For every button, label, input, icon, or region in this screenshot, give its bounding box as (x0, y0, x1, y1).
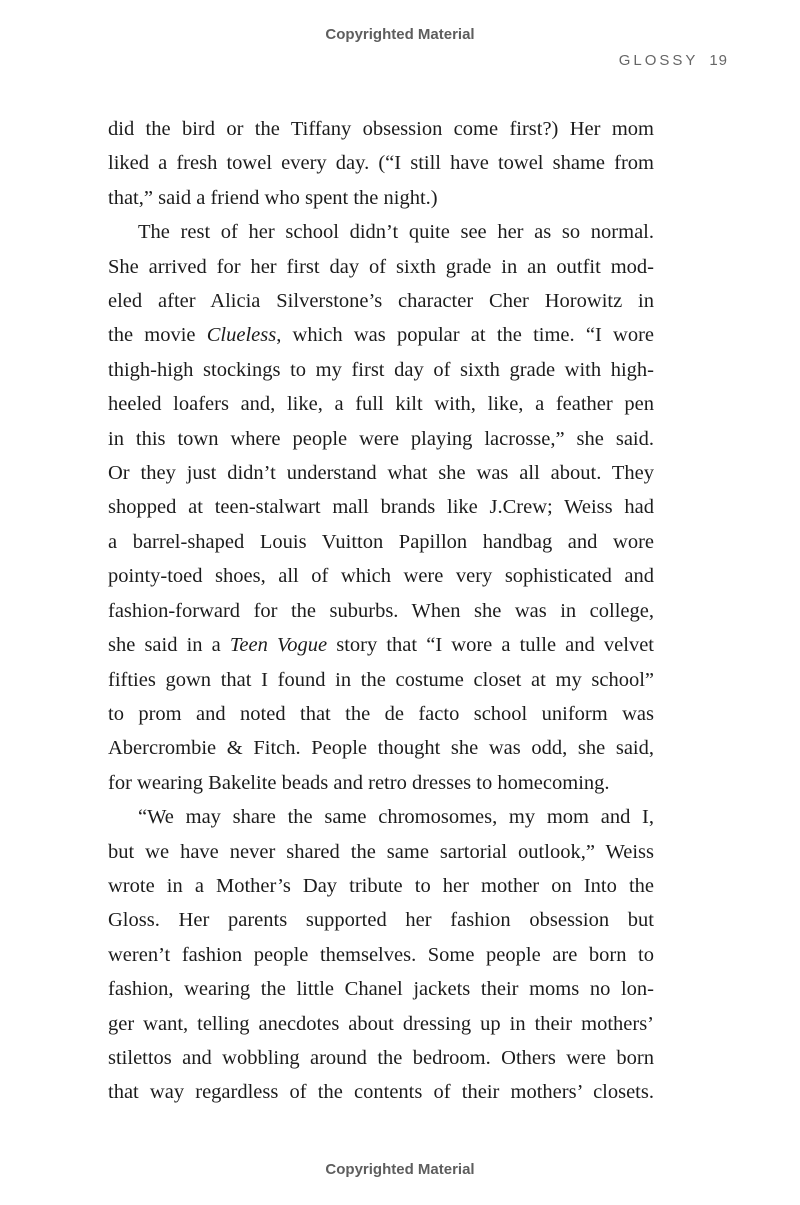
copyright-watermark-top: Copyrighted Material (325, 26, 475, 43)
running-head (619, 52, 728, 69)
magazine-title: Teen Vogue (229, 634, 328, 657)
text-segment: story that “I wore a tulle and velvet (327, 634, 654, 657)
paragraph-3 (108, 800, 654, 1110)
text-line: thigh-high stockings to my first day of sixth grade with high- (108, 358, 654, 381)
text-line: fashion-forward for the suburbs. When she was in college, (108, 599, 654, 622)
text-line: fashion, wearing the little Chanel jackets their moms no lon- (108, 978, 654, 1001)
text-line: to prom and noted that the de facto school uniform was (108, 702, 654, 725)
text-line: a barrel-shaped Louis Vuitton Papillon handbag and wore (108, 530, 654, 553)
text-line: shopped at teen-stalwart mall brands like J.Crew; Weiss had (108, 496, 654, 519)
text-line: weren’t fashion people themselves. Some people are born to (108, 943, 654, 966)
paragraph-2 (108, 215, 654, 800)
body-text (108, 112, 654, 1110)
text-line: did the bird or the Tiffany obsession come first?) Her mom (108, 118, 654, 140)
text-line: that way regardless of the contents of their mothers’ closets. (108, 1081, 654, 1104)
text-segment: , which was popular at the time. “I wore (276, 324, 654, 347)
paragraph-1 (108, 112, 654, 215)
text-line: liked a fresh towel every day. (“I still have towel shame from (108, 152, 654, 175)
text-line (108, 628, 654, 662)
text-line: but we have never shared the same sartorial outlook,” Weiss (108, 840, 654, 863)
copyright-watermark-bottom: Copyrighted Material (325, 1161, 475, 1178)
text-line: ger want, telling anecdotes about dressing up in their mothers’ (108, 1012, 654, 1035)
text-line (108, 318, 654, 352)
text-line: heeled loafers and, like, a full kilt with, like, a feather pen (108, 393, 654, 416)
text-line: Gloss. Her parents supported her fashion obsession but (108, 909, 654, 932)
page-number: 19 (709, 52, 728, 69)
text-line: stilettos and wobbling around the bedroom. Others were born (108, 1046, 654, 1069)
text-line: fifties gown that I found in the costume closet at my school” (108, 668, 654, 691)
film-title: Clueless (206, 324, 277, 347)
text-line: Or they just didn’t understand what she was all about. They (108, 462, 654, 485)
text-line: for wearing Bakelite beads and retro dresses to homecoming. (108, 771, 610, 794)
text-line: “We may share the same chromosomes, my mom and I, (138, 806, 654, 829)
text-segment: she said in a (108, 634, 230, 657)
text-line: that,” said a friend who spent the night.) (108, 186, 438, 209)
text-line: She arrived for her first day of sixth grade in an outfit mod- (108, 255, 654, 278)
text-line: eled after Alicia Silverstone’s character Cher Horowitz in (108, 290, 654, 313)
book-title: GLOSSY (618, 52, 699, 69)
text-line: in this town where people were playing lacrosse,” she said. (108, 427, 654, 450)
text-line: The rest of her school didn’t quite see her as so normal. (138, 221, 654, 244)
text-line: Abercrombie & Fitch. People thought she was odd, she said, (108, 737, 654, 760)
text-segment: the movie (108, 324, 207, 347)
text-line: pointy-toed shoes, all of which were very sophisticated and (108, 565, 654, 588)
text-line: wrote in a Mother’s Day tribute to her mother on Into the (108, 874, 654, 897)
